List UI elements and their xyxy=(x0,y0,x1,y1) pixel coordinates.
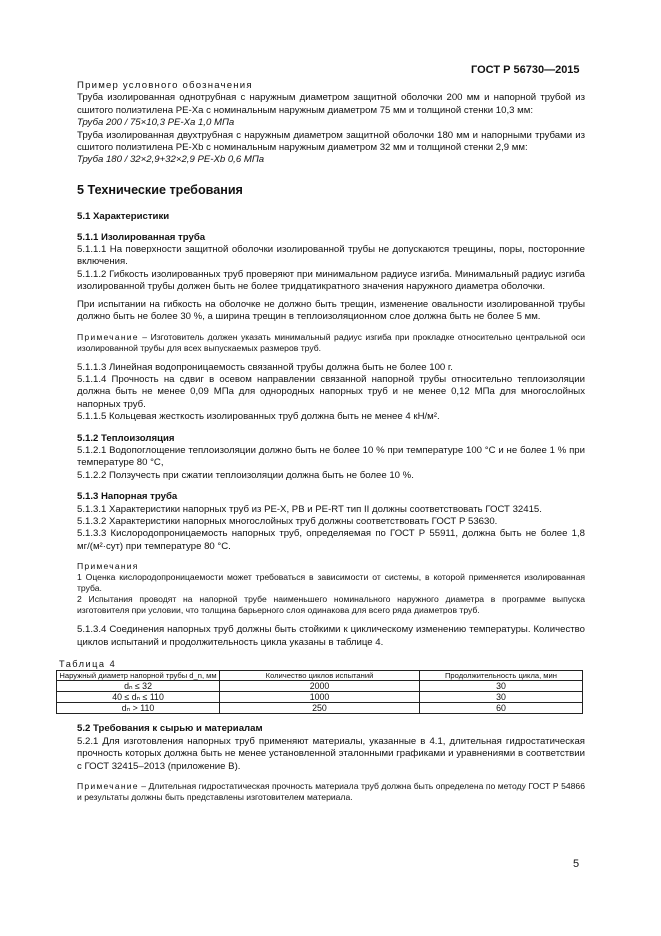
table-header-diameter: Наружный диаметр напорной трубы d_n, мм xyxy=(57,671,220,681)
table-cell-duration: 30 xyxy=(419,681,582,692)
page-number: 5 xyxy=(573,858,580,870)
table-4-caption: Таблица 4 xyxy=(59,659,117,669)
table-cell-diameter: dₙ > 110 xyxy=(57,703,220,714)
clause-5-1-1-1: 5.1.1.1 На поверхности защитной оболочки изолированной трубы не допускаются трещины, поры, посторонние включения. xyxy=(77,244,585,268)
clause-5-1-1-3: 5.1.1.3 Линейная водопроницаемость связанной трубы должна быть не более 100 г. xyxy=(77,361,453,373)
clause-5-1-3-1: 5.1.3.1 Характеристики напорных труб из PE-X, PB и PE-RT тип II должны соответствовать ГОСТ 32415. xyxy=(77,503,542,515)
section-5-1-title: 5.1 Характеристики xyxy=(77,211,170,223)
standard-designation: ГОСТ Р 56730—2015 xyxy=(471,64,580,76)
table-cell-duration: 30 xyxy=(419,692,582,703)
notes-label: Примечания xyxy=(77,561,139,572)
clause-5-1-1-2: 5.1.1.2 Гибкость изолированных труб проверяют при минимальном радиусе изгиба. Минимальный радиус изгиба изолированной трубы должен быть не более тридцатикратного значения наружного диаметра оболочки. xyxy=(77,268,585,293)
clause-5-1-3-4: 5.1.3.4 Соединения напорных труб должны быть стойкими к циклическому изменению температуры. Количество циклов испытаний и продолжительность цикла указаны в таблице 4. xyxy=(77,624,585,648)
table-header-cycles: Количество циклов испытаний xyxy=(220,671,420,681)
clause-5-1-1-2-b: При испытании на гибкость на оболочке не должно быть трещин, изменение овальности изолированной трубы должно быть не более 30 %, а ширина трещин в теплоизоляционном слое должна быть не более 5 мм. xyxy=(77,298,585,323)
table-row xyxy=(57,681,583,692)
table-row xyxy=(57,692,583,703)
section-5-1-1-title: 5.1.1 Изолированная труба xyxy=(77,231,206,243)
note-1-text: – Изготовитель должен указать минимальный радиус изгиба при прокладке относительно центральной оси изолированной трубы для всех выпускаемых размеров труб. xyxy=(77,331,585,353)
table-cell-diameter: 40 ≤ dₙ ≤ 110 xyxy=(57,692,220,703)
clause-5-1-2-2: 5.1.2.2 Ползучесть при сжатии теплоизоляции должна быть не более 10 %. xyxy=(77,469,414,481)
section-5-1-2-title: 5.1.2 Теплоизоляция xyxy=(77,432,175,444)
table-cell-cycles: 1000 xyxy=(220,692,420,703)
table-header-row xyxy=(57,671,583,681)
clause-5-1-2-1: 5.1.2.1 Водопоглощение теплоизоляции должно быть не более 10 % при температуре 100 °С и не более 1 % при температуре 80 °С, xyxy=(77,444,585,469)
note-2-1: 1 Оценка кислородопроницаемости может требоваться в зависимости от системы, в которой применяется изолированная труба. xyxy=(77,572,585,594)
note-3 xyxy=(77,781,585,803)
section-5-2-title: 5.2 Требования к сырью и материалам xyxy=(77,723,263,735)
page-body xyxy=(59,80,585,803)
clause-5-1-3-3: 5.1.3.3 Кислородопроницаемость напорных труб, определяемая по ГОСТ Р 55911, должна быть не более 1,8 мг/(м²·сут) при температуре 80 °С. xyxy=(77,528,585,552)
note-1 xyxy=(77,332,585,354)
clause-5-1-3-2: 5.1.3.2 Характеристики напорных многослойных труб должны соответствовать ГОСТ Р 53630. xyxy=(77,515,498,527)
table-4 xyxy=(56,670,583,714)
note-3-text: – Длительная гидростатическая прочность материала труб должна быть определена по методу ГОСТ Р 54866 и результаты должны быть представлены изготовителем материала. xyxy=(77,781,585,803)
example-text-2: Труба изолированная двухтрубная с наружным диаметром защитной оболочки 180 мм и напорными трубами из сшитого полиэтилена PE-Xb с номинальным наружным диаметром 32 мм и толщиной стенки 2,9 мм: xyxy=(77,129,585,154)
table-cell-duration: 60 xyxy=(419,703,582,714)
table-header-duration: Продолжительность цикла, мин xyxy=(419,671,582,681)
clause-5-1-1-4: 5.1.1.4 Прочность на сдвиг в осевом направлении связанной напорной трубы относительно теплоизоляции должна быть не менее 0,09 МПа для однородных напорных труб и не менее 0,12 МПа для многослойных напорных труб. xyxy=(77,373,585,410)
table-cell-diameter: dₙ ≤ 32 xyxy=(57,681,220,692)
example-label: Пример условного обозначения xyxy=(77,80,253,91)
example-code-2: Труба 180 / 32×2,9+32×2,9 PE-Xb 0,6 МПа xyxy=(77,154,265,166)
table-cell-cycles: 250 xyxy=(220,703,420,714)
section-5-title: 5 Технические требования xyxy=(77,182,243,197)
clause-5-2-1: 5.2.1 Для изготовления напорных труб применяют материалы, указанные в 4.1, длительная гидростатическая прочность которых должна быть не менее установленной эталонными графиками и уравнениями в соответствии с ГОСТ 32415–2013 (приложение В). xyxy=(77,735,585,772)
table-cell-cycles: 2000 xyxy=(220,681,420,692)
example-code-1: Труба 200 / 75×10,3 PE-Xa 1,0 МПа xyxy=(77,117,235,129)
note-1-label: Примечание xyxy=(77,331,139,342)
example-text-1: Труба изолированная однотрубная с наружным диаметром защитной оболочки 200 мм и напорной трубой из сшитого полиэтилена PE-Xa с номинальным наружным диаметром 75 мм и толщиной стенки 10,3 мм: xyxy=(77,92,585,116)
clause-5-1-1-5: 5.1.1.5 Кольцевая жесткость изолированных труб должна быть не менее 4 кН/м². xyxy=(77,411,440,423)
table-row xyxy=(57,703,583,714)
note-2-2: 2 Испытания проводят на напорной трубе наименьшего номинального наружного диаметра в программе выпуска изготовителя при условии, что толщина барьерного слоя одинакова для всего ряда диаметров труб. xyxy=(77,594,585,616)
note-3-label: Примечание xyxy=(77,781,139,792)
section-5-1-3-title: 5.1.3 Напорная труба xyxy=(77,491,178,503)
